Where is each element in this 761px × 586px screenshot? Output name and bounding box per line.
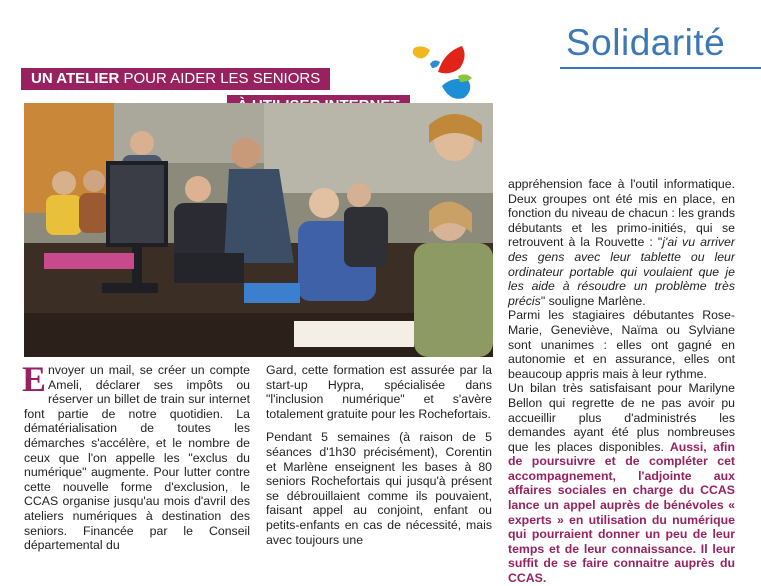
article-paragraph: Pendant 5 semaines (à raison de 5 séances d'1h30 précisément), Corentin et Marlène enseignent les bases à 80 seniors Rochefortais qui jusqu'à présent se débrouillaient comme ils pouvaient, faisant appel au conjoint, enfant ou petits-enfants en cas de nécessité, mais avec toujours une	[266, 430, 492, 547]
article-paragraph: appréhension face à l'outil informatique. Deux groupes ont été mis en place, en fonction du niveau de chacun : les grands débutants et les primo-initiés, qui se retrouvent à la Rouvette : "j'ai vu arriver des gens avec leur tablette ou leur ordinateur portable qui voulaient que je les aide à résoudre un problème très précis" souligne Marlène.	[508, 177, 735, 308]
section-title-rule	[560, 67, 761, 69]
article-column-1	[22, 359, 250, 553]
highlight-appeal: Aussi, afin de poursuivre et de compléter cet accompagnement, l'adjointe aux affaires sociales en charge du CCAS lance un appel auprès de bénévoles « experts » en utilisation du numérique qui pourraient donner un peu de leur temps et de leur connaissance. Il leur suffit de se faire connaitre auprès du CCAS.	[508, 439, 735, 586]
workshop-photo	[24, 103, 493, 357]
section-title: Solidarité	[566, 22, 726, 63]
article-paragraph: Gard, cette formation est assurée par la start-up Hypra, spécialisée dans "l'inclusion numérique" et s'avère totalement gratuite pour les Rochefortais.	[266, 363, 492, 421]
article-column-2	[266, 363, 492, 547]
photo-workshop-seniors-computers-icon	[24, 103, 493, 357]
headline-line-1: UN ATELIER POUR AIDER LES SENIORS	[21, 68, 330, 90]
colorful-logo-icon	[408, 42, 478, 104]
quote: j'ai vu arriver des gens avec leur tablette ou leur ordinateur portable qui voulaient que je les aide à résoudre un problème très précis	[508, 235, 735, 308]
article-paragraph: Parmi les stagiaires débutantes Rose-Marie, Geneviève, Naïma ou Sylviane sont unanimes : elles ont gagné en autonomie et en assurance, elles ont beaucoup appris mais à leur rythme.	[508, 308, 735, 381]
article-column-3	[508, 177, 735, 586]
dropcap: E	[22, 359, 47, 399]
article-col1-text: nvoyer un mail, se créer un compte Ameli, déclarer ses impôts ou réserver un billet de train sur internet font partie de notre quotidien. La dématérialisation de toutes les démarches s'accélère, et le nombre de ceux que l'on appelle les "exclus du numérique" augmente. Pour lutter contre cette nouvelle forme d'exclusion, le CCAS organise jusqu'au mois d'avril des ateliers numériques à destination des seniors. Financée par le Conseil départemental du	[24, 363, 250, 553]
article-paragraph: Un bilan très satisfaisant pour Marilyne Bellon qui regrette de ne pas avoir pu accueillir plus d'administrés les demandes ayant été plus nombreuses que les places disponibles. Aussi, afin de poursuivre et de compléter cet accompagnement, l'adjointe aux affaires sociales en charge du CCAS lance un appel auprès de bénévoles « experts » en utilisation du numérique qui pourraient donner un peu de leur temps et de leur connaissance. Il leur suffit de se faire connaitre auprès du CCAS.	[508, 381, 735, 586]
